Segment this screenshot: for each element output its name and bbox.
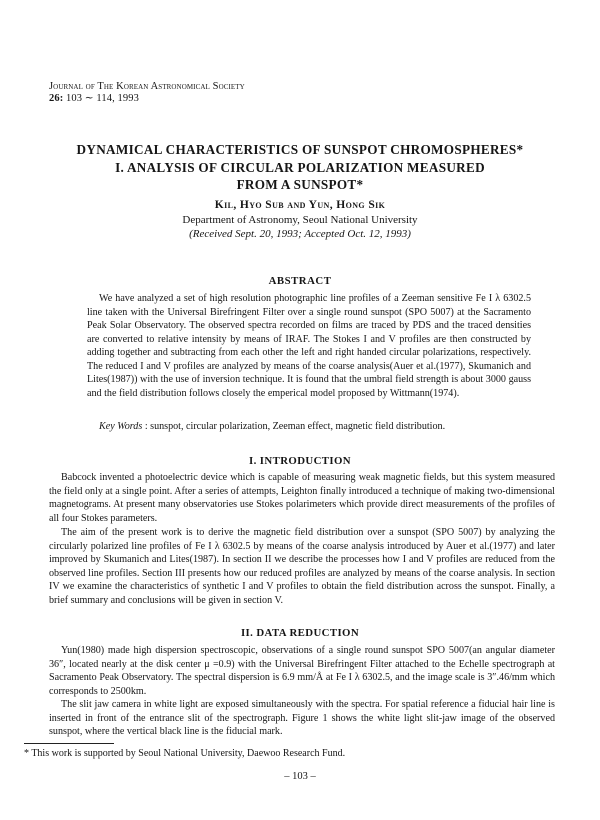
data-reduction-paragraph-1: Yun(1980) made high dispersion spectroscopic, observations of a single round sunspot SPO 5007(an angular diameter 36″, located nearly at the disk center μ =0.9) with the Universal Birefringent Filter attached to the Echelle spectrograph at Sacramento Peak Observatory. The spectral dispersion is 6.9 mm/Å at Fe I λ 6302.5, and the image scale is 3″.46/mm which corresponds to 2500km. [49, 645, 555, 697]
keywords [87, 420, 531, 434]
keywords-list: : sunspot, circular polarization, Zeeman effect, magnetic field distribution. [144, 421, 446, 432]
data-reduction-paragraph-2: The slit jaw camera in white light are exposed simultaneously with the spectra. For spatial reference a fiducial hair line is inserted in front of the entrance slit of the spectrograph. Figure 1 shows the white light slit-jaw image of the observed sunspot, where the vertical black line is the fiducial mark. [49, 699, 555, 737]
intro-paragraph-2: The aim of the present work is to derive the magnetic field distribution over a sunspot (SPO 5007) by analyzing the circularly polarized line profiles of Fe I λ 6302.5 by means of the coarse analysis introduced by Auer et al.(1977) and later improved by Skumanich and Lites(1987). In section II we describe the processes how I and V profiles are reduced from the observed line profiles. Section III presents how our reduced profiles are analyzed by means of the coarse analysis. In section IV we examine the characteristics of synthetic I and V profiles to obtain the field distribution across the sunspot. Finally, a brief summary and conclusions will be given in section V. [49, 527, 555, 606]
title-line-3: FROM A SUNSPOT* [236, 177, 364, 192]
footnote-rule [24, 743, 114, 744]
keywords-label: Key Words [99, 421, 143, 432]
section-heading-introduction: I. INTRODUCTION [249, 455, 351, 467]
abstract-heading: ABSTRACT [268, 275, 332, 287]
paper-title [40, 141, 560, 194]
journal-name: Journal of The Korean Astronomical Society [49, 81, 245, 92]
journal-pages: 103 ∼ 114, 1993 [66, 93, 139, 104]
journal-volume: 26: [49, 93, 64, 104]
title-line-2: I. ANALYSIS OF CIRCULAR POLARIZATION MEASURED [115, 159, 485, 175]
journal-header [49, 81, 245, 105]
footnote: * This work is supported by Seoul National University, Daewoo Research Fund. [24, 748, 346, 759]
authors: Kil, Hyo Sub and Yun, Hong Sik [214, 199, 386, 211]
page-number: – 103 – [284, 771, 316, 782]
section-heading-data-reduction: II. DATA REDUCTION [240, 627, 360, 639]
affiliation: Department of Astronomy, Seoul National University [182, 214, 418, 226]
intro-paragraph-1: Babcock invented a photoelectric device which is capable of measuring weak magnetic fields, but this system measured the field only at a single point. After a series of attempts, Leighton finally introduced a technique of making two-dimensional magnetograms. At present many observatories use Stokes polarimeters which provide direct measurements of the profiles of all four Stokes parameters. [49, 472, 555, 524]
title-line-1: DYNAMICAL CHARACTERISTICS OF SUNSPOT CHROMOSPHERES* [76, 142, 524, 157]
journal-citation [49, 93, 245, 105]
abstract-text: We have analyzed a set of high resolution photographic line profiles of a Zeeman sensitive Fe I λ 6302.5 line taken with the Universal Birefringent Filter over a single round sunspot (SPO 5007) at the Sacramento Peak Solar Observatory. The observed spectra recorded on films are traced by PDS and the traced densities are converted to relative intensity by means of IRAF. The Stokes I and V profiles are then constructed by adding together and subtracting from each other the left and right handed circular polarizations, respectively. The reduced I and V profiles are analyzed by means of the coarse analysis(Auer et al.(1977), Skumanich and Lites(1987)) with the use of inversion technique. It is found that the umbral field strength is about 3000 gauss and the field distribution follows closely the emperical model proposed by Wittmann(1974). [87, 293, 531, 399]
received-dates: (Received Sept. 20, 1993; Accepted Oct. 12, 1993) [189, 228, 411, 240]
